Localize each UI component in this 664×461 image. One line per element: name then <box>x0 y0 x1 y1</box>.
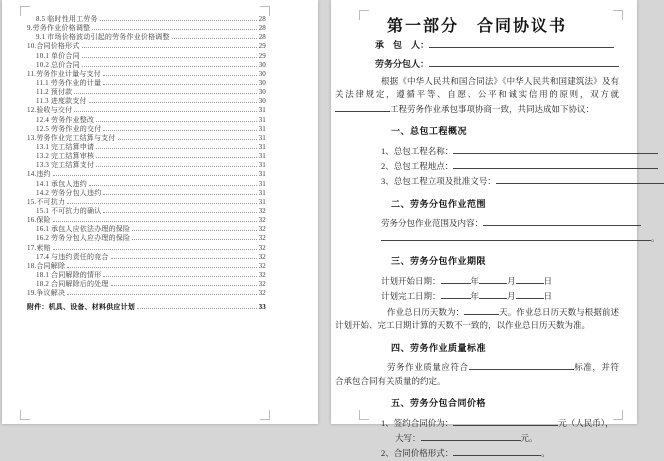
toc-entry <box>27 31 266 40</box>
toc-page-number: 30 <box>258 97 266 106</box>
toc-entry-label: 11.1 劳务作业的计量 <box>36 78 102 87</box>
toc-entry-label: 11.3 进度款支付 <box>36 97 87 106</box>
toc-entry-label: 16.2 劳务分包人应办理的保险 <box>36 234 131 243</box>
toc-entry-label: 18.合同解除 <box>27 261 66 270</box>
toc-page-number: 32 <box>258 206 266 215</box>
contract-line-text: 年 <box>470 290 480 301</box>
toc-page-number: 32 <box>258 280 266 289</box>
toc-entry <box>27 59 266 68</box>
fill-in-blank <box>516 289 544 299</box>
toc-entry <box>27 123 266 132</box>
toc-entry-label: 15.不可抗力 <box>27 197 66 206</box>
contract-line <box>395 431 619 446</box>
section-heading: 二、劳务分包作业范围 <box>391 198 487 209</box>
dot-leader <box>89 178 257 186</box>
toc-page <box>2 0 318 424</box>
contract-line-text: 2、合同价格形式： <box>381 447 454 458</box>
contract-sections <box>335 125 660 461</box>
contract-line-text: 作业总日历天数为： <box>387 306 465 317</box>
dot-leader <box>53 242 257 250</box>
dot-leader <box>132 232 256 240</box>
toc-entry <box>27 187 266 196</box>
toc-page-number: 31 <box>258 161 266 170</box>
contract-line-text: 劳务分包作业范围及内容： <box>381 218 484 228</box>
fill-in-blank <box>453 159 658 169</box>
dot-leader <box>100 13 257 21</box>
toc-entry <box>27 205 266 214</box>
toc-page-number: 31 <box>258 124 266 133</box>
toc-page-number: 32 <box>258 270 266 279</box>
contract-line <box>381 446 619 461</box>
toc-entry <box>27 196 266 205</box>
contract-line-text: 2、总包工程地点： <box>381 160 454 171</box>
toc-list <box>27 13 266 311</box>
dot-leader <box>103 68 257 76</box>
contract-line-text: 大写： <box>395 432 421 443</box>
toc-entry-label: 12.4 劳务作业整改 <box>36 115 95 124</box>
toc-entry-label: 19.争议解决 <box>27 289 66 298</box>
toc-entry <box>27 223 266 232</box>
contract-line <box>381 144 619 159</box>
toc-entry-label: 13.2 完工结算审核 <box>36 152 95 161</box>
fill-in-blank <box>464 305 499 315</box>
contract-line <box>335 305 619 333</box>
toc-entry-label: 11.劳务作业计量与支付 <box>27 69 101 78</box>
dot-leader <box>103 269 256 277</box>
contract-line-text: 计划开始日期： <box>381 275 441 286</box>
toc-entry-label: 18.2 合同解除后的处理 <box>36 280 109 289</box>
toc-page-number: 32 <box>258 243 266 252</box>
toc-entry <box>27 287 266 296</box>
toc-page-number: 31 <box>258 188 266 197</box>
margin-crop-mark <box>260 410 270 420</box>
toc-entry <box>27 269 266 278</box>
contract-line-text: 计划完工日期： <box>381 290 441 301</box>
contract-line <box>381 174 619 189</box>
section-heading: 四、劳务作业质量标准 <box>391 342 487 353</box>
party-name-blank <box>429 57 619 67</box>
toc-page-number: 31 <box>258 170 266 179</box>
contract-line-text: 日 <box>543 290 553 301</box>
fill-in-blank <box>453 416 558 426</box>
toc-entry-label: 8.5 临时性用工劳务 <box>36 15 98 23</box>
toc-page-number: 28 <box>258 24 266 33</box>
dot-leader <box>92 22 256 30</box>
margin-crop-mark <box>20 410 30 420</box>
section-heading: 五、劳务分包合同价格 <box>391 398 487 408</box>
page-title: 第一部分 合同协议书 <box>386 18 567 35</box>
party-label: 劳务分包人： <box>375 58 430 69</box>
contract-line <box>381 289 619 304</box>
contract-line <box>335 360 619 388</box>
party-label: 承 包 人： <box>375 39 430 50</box>
toc-page-number: 30 <box>258 69 266 78</box>
fill-in-blank <box>469 360 574 370</box>
dot-leader <box>96 141 256 149</box>
fill-in-blank <box>453 446 541 456</box>
project-name-blank <box>335 102 390 112</box>
contract-line-text: 月 <box>507 275 516 286</box>
toc-entry-label: 13.3 完工结算支付 <box>36 161 95 170</box>
toc-entry-label: 17.4 与违约责任的竞合 <box>36 252 109 261</box>
toc-page-number: 31 <box>258 115 266 124</box>
dot-leader <box>96 150 256 158</box>
toc-entry <box>27 114 266 123</box>
toc-entry-label: 13.劳务作业完工结算与支付 <box>27 133 116 142</box>
toc-entry <box>27 214 266 223</box>
toc-entry <box>27 242 266 251</box>
toc-entry <box>27 68 266 77</box>
toc-entry-label: 10.合同价格形式 <box>27 42 80 51</box>
contract-line <box>381 216 619 231</box>
dot-leader <box>74 104 256 112</box>
toc-entry <box>27 86 266 95</box>
toc-entry-label: 12.验收与交付 <box>27 106 73 115</box>
toc-entry-label: 9.1 市场价格波动引起的劳务作业价格调整 <box>36 33 170 42</box>
toc-entry-label: 16.保险 <box>27 216 51 225</box>
dot-leader <box>82 40 257 48</box>
toc-page-number: 33 <box>258 303 266 312</box>
dot-leader <box>172 31 257 39</box>
toc-page-number: 28 <box>258 33 266 42</box>
dot-leader <box>103 205 256 213</box>
toc-entry <box>27 40 266 49</box>
toc-page-number: 30 <box>258 60 266 69</box>
dot-leader <box>103 187 256 195</box>
toc-page-number: 30 <box>258 78 266 87</box>
toc-entry <box>27 132 266 141</box>
toc-entry-label: 15.1 不可抗力的确认 <box>36 206 102 215</box>
party-fields <box>335 38 619 72</box>
toc-page-number: 32 <box>258 289 266 298</box>
contract-page <box>331 0 660 458</box>
party-name-blank <box>429 38 614 48</box>
dot-leader <box>103 77 256 85</box>
contract-line-text: 日 <box>543 275 553 286</box>
toc-entry <box>27 22 266 31</box>
contract-line <box>381 274 619 289</box>
contract-line-text: 年 <box>470 275 480 286</box>
section-heading: 三、劳务分包作业期限 <box>391 256 487 266</box>
contract-line <box>381 416 619 431</box>
toc-entry-label: 9.劳务作业价格调整 <box>27 24 91 33</box>
toc-page-number: 31 <box>258 197 266 206</box>
toc-entry-label: 12.5 劳务作业的交付 <box>36 124 102 133</box>
preamble-paragraph <box>335 75 619 117</box>
toc-page-number: 29 <box>258 42 266 51</box>
toc-page-number: 30 <box>258 88 266 97</box>
fill-in-blank <box>441 274 471 284</box>
fill-in-blank <box>479 274 507 284</box>
contract-line-text: 1、总包工程名称： <box>381 145 454 156</box>
toc-entry-label: 13.1 完工结算申请 <box>36 142 95 151</box>
dot-leader <box>67 260 256 268</box>
toc-page-number: 31 <box>258 152 266 161</box>
fill-in-blank <box>453 144 658 154</box>
party-row <box>375 38 619 53</box>
dot-leader <box>103 123 256 131</box>
fill-in-blank <box>421 431 521 441</box>
contract-line-text: 元。 <box>520 432 538 443</box>
toc-entry <box>27 260 266 269</box>
toc-entry <box>27 77 266 86</box>
contract-line <box>381 159 619 174</box>
toc-entry <box>27 150 266 159</box>
fill-in-blank <box>483 216 641 226</box>
dot-leader <box>74 86 256 94</box>
dot-leader <box>67 287 256 295</box>
toc-entry-label: 14.违约 <box>27 170 51 179</box>
toc-entry <box>27 104 266 113</box>
toc-entry-label: 14.1 承包人违约 <box>36 179 87 188</box>
toc-entry <box>27 232 266 241</box>
contract-line-text: 标准，并符合承包合同有关质量的约定。 <box>335 362 619 386</box>
contract-line-text: 。 <box>541 447 550 458</box>
toc-entry-label: 18.1 合同解除的情形 <box>36 270 102 279</box>
contract-body <box>335 0 660 461</box>
contract-line-text: 3、总包工程立项及批准文号： <box>381 175 496 186</box>
toc-entry-label: 10.2 总价合同 <box>36 60 80 69</box>
toc-entry <box>27 159 266 168</box>
toc-page-number: 29 <box>258 51 266 60</box>
contract-line <box>381 231 660 246</box>
dot-leader <box>53 168 257 176</box>
fill-in-blank <box>381 231 651 241</box>
toc-entry <box>27 50 266 59</box>
dot-leader <box>132 223 256 231</box>
toc-page-number: 32 <box>258 225 266 234</box>
toc-entry <box>27 141 266 150</box>
dot-leader <box>111 251 257 259</box>
fill-in-blank <box>516 274 544 284</box>
toc-entry <box>27 13 266 22</box>
toc-entry <box>27 301 266 310</box>
toc-entry-label: 10.1 单价合同 <box>36 51 80 60</box>
toc-page-number: 28 <box>258 15 266 23</box>
toc-entry <box>27 168 266 177</box>
toc-entry <box>27 278 266 287</box>
toc-page-number: 32 <box>258 252 266 261</box>
toc-entry-label: 附件：机具、设备、材料供应计划 <box>27 303 135 312</box>
contract-line-text: 劳务作业质量应符合 <box>387 362 469 372</box>
toc-page-number: 32 <box>258 216 266 225</box>
fill-in-blank <box>441 289 471 299</box>
dot-leader <box>82 59 257 67</box>
dot-leader <box>53 214 257 222</box>
contract-line-text: 。 <box>651 233 660 243</box>
preamble-text-after: 工程劳务作业承包事项协商一致，共同达成如下协议： <box>390 103 595 114</box>
toc-entry-label: 17.索赔 <box>27 243 51 252</box>
toc-page-number: 31 <box>258 133 266 142</box>
dot-leader <box>118 132 257 140</box>
toc-entry <box>27 251 266 260</box>
toc-entry-label: 14.2 劳务分包人违约 <box>36 188 102 197</box>
preamble-text-before: 根据《中华人民共和国合同法》《中华人民共和国建筑法》及有关法律规定，遵循平等、自愿、公平和诚实信用的原则，双方就 <box>335 75 619 99</box>
dot-leader <box>89 95 257 103</box>
toc-page-number: 31 <box>258 179 266 188</box>
dot-leader <box>96 114 256 122</box>
toc-page-number: 32 <box>258 261 266 270</box>
fill-in-blank <box>496 174 664 184</box>
party-row <box>375 57 619 72</box>
contract-line-text: 元（人民币）， <box>558 417 614 428</box>
toc-entry-label: 11.2 预付款 <box>36 88 73 97</box>
toc-page-number: 32 <box>258 234 266 243</box>
toc-entry <box>27 95 266 104</box>
dot-leader <box>111 278 257 286</box>
contract-line-text: 月 <box>507 290 516 301</box>
dot-leader <box>137 301 257 309</box>
contract-line-text: 天。作业总日历天数与根据前述计划开始、完工日期计算的天数不一致的，以作业总日历天数为准。 <box>335 306 619 330</box>
dot-leader <box>82 50 257 58</box>
section-heading: 一、总包工程概况 <box>391 126 468 136</box>
toc-page-number: 31 <box>258 142 266 151</box>
toc-entry <box>27 178 266 187</box>
contract-line-text: 1、签约合同价为： <box>381 417 454 428</box>
fill-in-blank <box>479 289 507 299</box>
dot-leader <box>67 196 256 204</box>
toc-entry-label: 16.1 承包人应依法办理的保险 <box>36 225 131 234</box>
toc-page-number: 31 <box>258 106 266 115</box>
dot-leader <box>96 159 256 167</box>
